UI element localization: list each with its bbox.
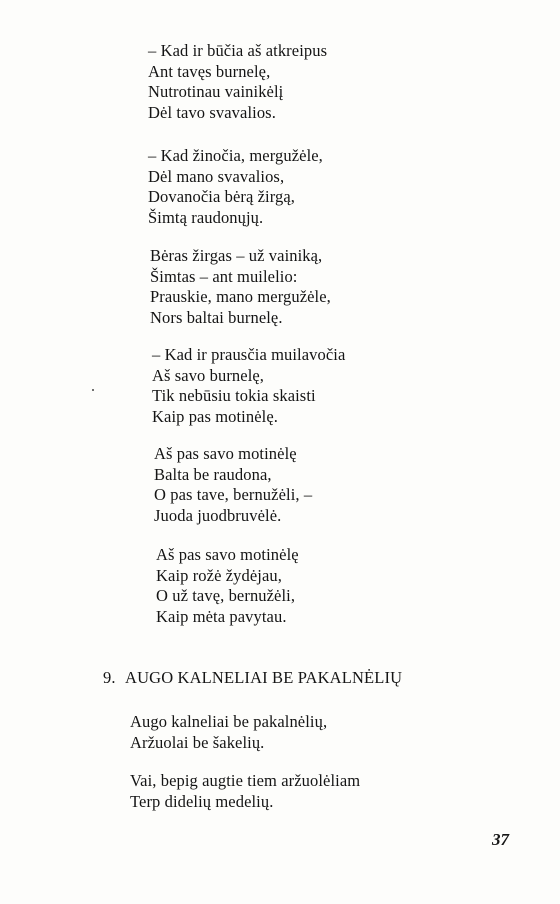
verse-line: Šimtas – ant muilelio:: [150, 266, 298, 286]
song-title: AUGO KALNELIAI BE PAKALNĖLIŲ: [125, 668, 403, 687]
verse-line: Ant tavęs burnelę,: [148, 61, 271, 81]
song-stanza-1: [130, 712, 327, 753]
verse-line: – Kad ir prausčia muilavočia: [152, 345, 346, 364]
verse-line: Dovanočia bėrą žirgą,: [148, 187, 296, 206]
verse-line: Šimtą raudonųjų.: [148, 207, 264, 227]
verse-line: Bėras žirgas – už vainiką,: [150, 246, 323, 265]
verse-line: – Kad ir būčia aš atkreipus: [148, 41, 328, 60]
verse-line: Aš pas savo motinėlę: [156, 545, 299, 564]
verse-line: – Kad žinočia, mergužėle,: [148, 146, 323, 165]
song-stanza-2: [130, 771, 360, 812]
verse-line: Balta be raudona,: [154, 464, 272, 484]
verse-line: Dėl mano svavalios,: [148, 166, 285, 186]
verse-line: Kaip pas motinėlę.: [152, 406, 278, 426]
verse-line: Juoda juodbruvėlė.: [154, 505, 282, 525]
verse-line: Aržuolai be šakelių.: [130, 732, 265, 752]
stanza-1: [148, 41, 327, 123]
verse-line: Nutrotinau vainikėlį: [148, 82, 284, 101]
verse-line: Kaip rožė žydėjau,: [156, 565, 282, 585]
verse-line: O už tavę, bernužėli,: [156, 586, 296, 605]
verse-line: Terp didelių medelių.: [130, 791, 274, 811]
verse-line: Nors baltai burnelę.: [150, 307, 283, 327]
stanza-6: [156, 545, 299, 627]
verse-line: Tik nebūsiu tokia skaisti: [152, 386, 316, 405]
stanza-4: [152, 345, 345, 427]
verse-line: Prauskie, mano mergužėle,: [150, 287, 331, 306]
stanza-3: [150, 246, 331, 328]
print-speck: [92, 389, 94, 391]
verse-line: O pas tave, bernužėli, –: [154, 485, 313, 504]
verse-line: Vai, bepig augtie tiem aržuolėliam: [130, 771, 361, 790]
verse-line: Kaip mėta pavytau.: [156, 606, 287, 626]
verse-line: Augo kalneliai be pakalnėlių,: [130, 712, 328, 731]
verse-line: Dėl tavo svavalios.: [148, 102, 276, 122]
stanza-5: [154, 444, 312, 526]
song-heading: [103, 668, 402, 688]
verse-line: Aš pas savo motinėlę: [154, 444, 297, 463]
stanza-2: [148, 146, 323, 228]
verse-line: Aš savo burnelę,: [152, 365, 265, 385]
page-number: 37: [492, 830, 509, 849]
song-number: 9.: [103, 668, 116, 687]
